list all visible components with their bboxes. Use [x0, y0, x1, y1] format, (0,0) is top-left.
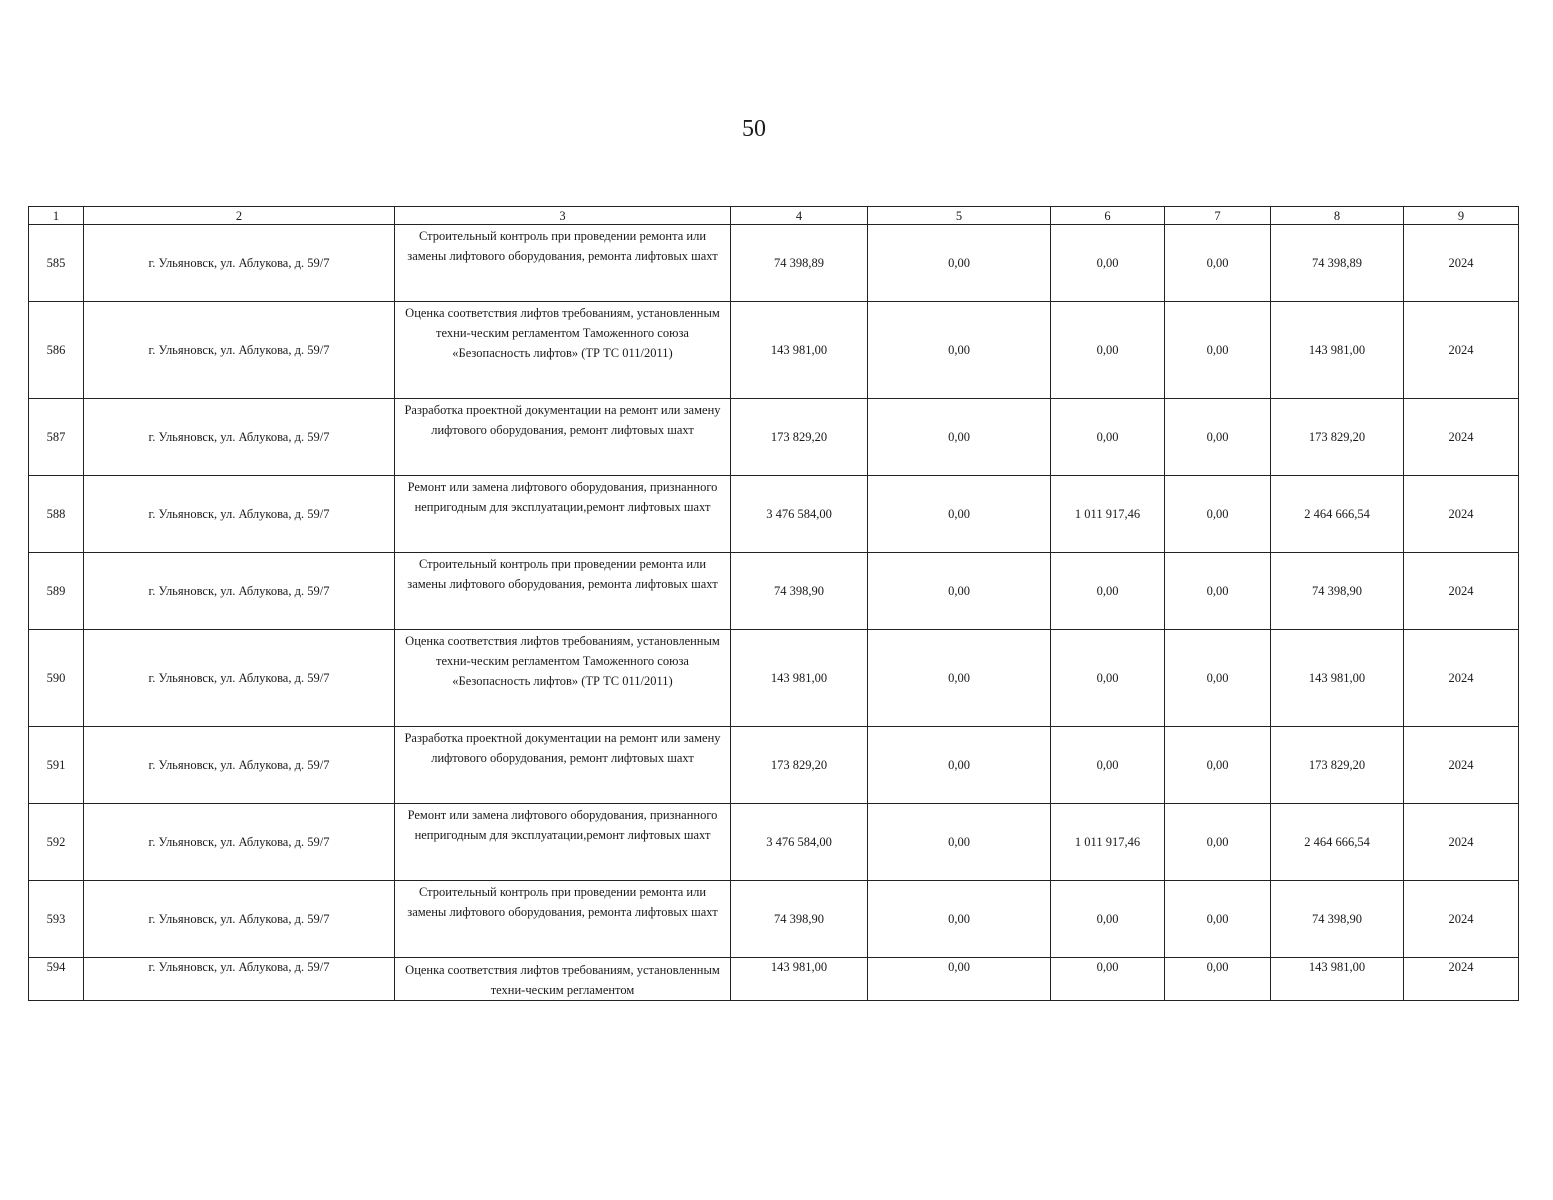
- col6-cell: 0,00: [1051, 881, 1165, 958]
- col6-cell: 0,00: [1051, 302, 1165, 399]
- col5-cell: 0,00: [868, 881, 1051, 958]
- col5-cell: 0,00: [868, 630, 1051, 727]
- address-cell: г. Ульяновск, ул. Аблукова, д. 59/7: [84, 225, 395, 302]
- col7-cell: 0,00: [1165, 553, 1271, 630]
- col7-cell: 0,00: [1165, 225, 1271, 302]
- column-number-row: [29, 207, 1519, 225]
- cost-total-cell: 143 981,00: [731, 302, 868, 399]
- cost-total-cell: 3 476 584,00: [731, 476, 868, 553]
- col8-cell: 2 464 666,54: [1271, 804, 1404, 881]
- col8-cell: 2 464 666,54: [1271, 476, 1404, 553]
- column-header: 4: [731, 207, 868, 225]
- col5-cell: 0,00: [868, 804, 1051, 881]
- col5-cell: 0,00: [868, 727, 1051, 804]
- work-description-cell: Разработка проектной документации на ремонт или замену лифтового оборудования, ремонт лифтовых шахт: [395, 399, 731, 476]
- address-cell: г. Ульяновск, ул. Аблукова, д. 59/7: [84, 727, 395, 804]
- address-cell: г. Ульяновск, ул. Аблукова, д. 59/7: [84, 399, 395, 476]
- column-header: 1: [29, 207, 84, 225]
- col5-cell: 0,00: [868, 399, 1051, 476]
- cost-total-cell: 74 398,89: [731, 225, 868, 302]
- table-row: [29, 476, 1519, 553]
- address-cell: г. Ульяновск, ул. Аблукова, д. 59/7: [84, 630, 395, 727]
- col8-cell: 143 981,00: [1271, 630, 1404, 727]
- row-number: 587: [29, 399, 84, 476]
- col5-cell: 0,00: [868, 476, 1051, 553]
- cost-total-cell: 173 829,20: [731, 399, 868, 476]
- col7-cell: 0,00: [1165, 881, 1271, 958]
- col8-cell: 143 981,00: [1271, 958, 1404, 1001]
- col6-cell: 0,00: [1051, 958, 1165, 1001]
- col6-cell: 0,00: [1051, 225, 1165, 302]
- address-cell: г. Ульяновск, ул. Аблукова, д. 59/7: [84, 804, 395, 881]
- table-row: [29, 804, 1519, 881]
- col8-cell: 74 398,89: [1271, 225, 1404, 302]
- col5-cell: 0,00: [868, 553, 1051, 630]
- row-number: 590: [29, 630, 84, 727]
- row-number: 592: [29, 804, 84, 881]
- address-cell: г. Ульяновск, ул. Аблукова, д. 59/7: [84, 958, 395, 1001]
- col7-cell: 0,00: [1165, 399, 1271, 476]
- table-row: [29, 881, 1519, 958]
- row-number: 585: [29, 225, 84, 302]
- column-header: 6: [1051, 207, 1165, 225]
- address-cell: г. Ульяновск, ул. Аблукова, д. 59/7: [84, 881, 395, 958]
- col6-cell: 1 011 917,46: [1051, 476, 1165, 553]
- col7-cell: 0,00: [1165, 958, 1271, 1001]
- work-description-cell: Ремонт или замена лифтового оборудования, признанного непригодным для эксплуатации,ремонт лифтовых шахт: [395, 476, 731, 553]
- col5-cell: 0,00: [868, 958, 1051, 1001]
- col8-cell: 173 829,20: [1271, 727, 1404, 804]
- row-number: 586: [29, 302, 84, 399]
- work-description-cell: Строительный контроль при проведении ремонта или замены лифтового оборудования, ремонта лифтовых шахт: [395, 225, 731, 302]
- table-row: [29, 727, 1519, 804]
- year-cell: 2024: [1404, 476, 1519, 553]
- row-number: 594: [29, 958, 84, 1001]
- work-description-cell: Ремонт или замена лифтового оборудования, признанного непригодным для эксплуатации,ремонт лифтовых шахт: [395, 804, 731, 881]
- cost-total-cell: 143 981,00: [731, 630, 868, 727]
- row-number: 589: [29, 553, 84, 630]
- table-row: [29, 302, 1519, 399]
- col7-cell: 0,00: [1165, 727, 1271, 804]
- cost-total-cell: 143 981,00: [731, 958, 868, 1001]
- col7-cell: 0,00: [1165, 302, 1271, 399]
- column-header: 2: [84, 207, 395, 225]
- address-cell: г. Ульяновск, ул. Аблукова, д. 59/7: [84, 553, 395, 630]
- table-row: [29, 958, 1519, 1001]
- work-description-cell: Оценка соответствия лифтов требованиям, установленным техни-ческим регламентом: [395, 958, 731, 1001]
- row-number: 588: [29, 476, 84, 553]
- year-cell: 2024: [1404, 881, 1519, 958]
- column-header: 3: [395, 207, 731, 225]
- table-row: [29, 630, 1519, 727]
- column-header: 8: [1271, 207, 1404, 225]
- col6-cell: 0,00: [1051, 553, 1165, 630]
- repair-register-table: [28, 206, 1519, 1001]
- year-cell: 2024: [1404, 958, 1519, 1001]
- year-cell: 2024: [1404, 302, 1519, 399]
- address-cell: г. Ульяновск, ул. Аблукова, д. 59/7: [84, 476, 395, 553]
- column-header: 5: [868, 207, 1051, 225]
- col6-cell: 0,00: [1051, 630, 1165, 727]
- year-cell: 2024: [1404, 399, 1519, 476]
- row-number: 593: [29, 881, 84, 958]
- col6-cell: 1 011 917,46: [1051, 804, 1165, 881]
- col6-cell: 0,00: [1051, 727, 1165, 804]
- col8-cell: 173 829,20: [1271, 399, 1404, 476]
- cost-total-cell: 74 398,90: [731, 553, 868, 630]
- work-description-cell: Оценка соответствия лифтов требованиям, установленным техни-ческим регламентом Таможенного союза «Безопасность лифтов» (ТР ТС 011/2011): [395, 302, 731, 399]
- col8-cell: 74 398,90: [1271, 881, 1404, 958]
- col7-cell: 0,00: [1165, 476, 1271, 553]
- column-header: 7: [1165, 207, 1271, 225]
- work-description-cell: Разработка проектной документации на ремонт или замену лифтового оборудования, ремонт лифтовых шахт: [395, 727, 731, 804]
- table-row: [29, 399, 1519, 476]
- year-cell: 2024: [1404, 553, 1519, 630]
- col6-cell: 0,00: [1051, 399, 1165, 476]
- col8-cell: 74 398,90: [1271, 553, 1404, 630]
- cost-total-cell: 173 829,20: [731, 727, 868, 804]
- col8-cell: 143 981,00: [1271, 302, 1404, 399]
- year-cell: 2024: [1404, 630, 1519, 727]
- cost-total-cell: 3 476 584,00: [731, 804, 868, 881]
- work-description-cell: Строительный контроль при проведении ремонта или замены лифтового оборудования, ремонта лифтовых шахт: [395, 553, 731, 630]
- col5-cell: 0,00: [868, 302, 1051, 399]
- year-cell: 2024: [1404, 804, 1519, 881]
- cost-total-cell: 74 398,90: [731, 881, 868, 958]
- row-number: 591: [29, 727, 84, 804]
- work-description-cell: Строительный контроль при проведении ремонта или замены лифтового оборудования, ремонта лифтовых шахт: [395, 881, 731, 958]
- col5-cell: 0,00: [868, 225, 1051, 302]
- page-number: 50: [742, 116, 766, 142]
- year-cell: 2024: [1404, 225, 1519, 302]
- col7-cell: 0,00: [1165, 804, 1271, 881]
- work-description-cell: Оценка соответствия лифтов требованиям, установленным техни-ческим регламентом Таможенного союза «Безопасность лифтов» (ТР ТС 011/2011): [395, 630, 731, 727]
- address-cell: г. Ульяновск, ул. Аблукова, д. 59/7: [84, 302, 395, 399]
- table-row: [29, 225, 1519, 302]
- year-cell: 2024: [1404, 727, 1519, 804]
- column-header: 9: [1404, 207, 1519, 225]
- table-row: [29, 553, 1519, 630]
- col7-cell: 0,00: [1165, 630, 1271, 727]
